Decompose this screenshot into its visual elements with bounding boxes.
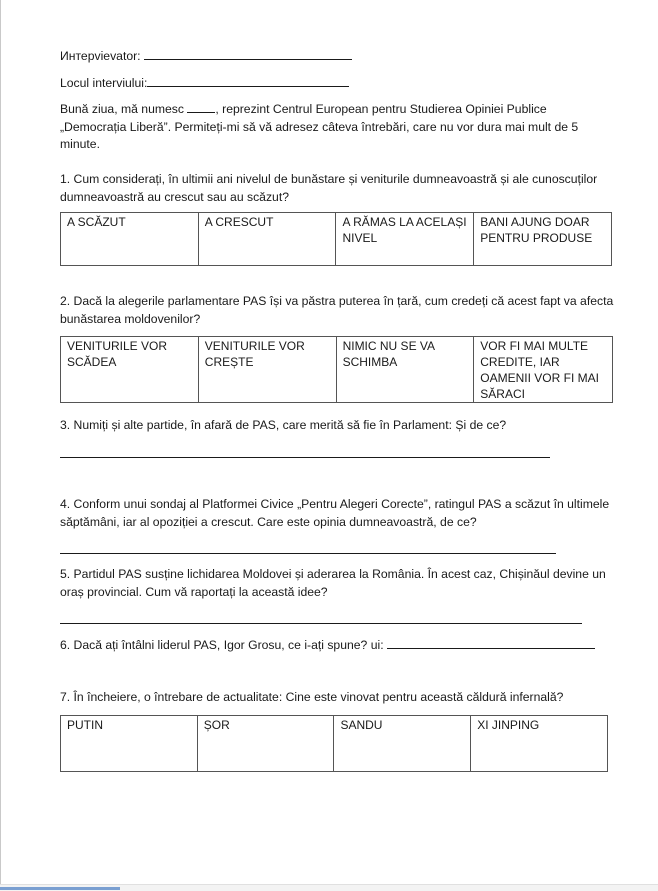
q2-option-2[interactable]: VENITURILE VOR CREȘTE [198,337,336,403]
question-1: 1. Cum considerați, în ultimii ani nivelul de bunăstare și veniturile dumneavoastră și ale cunoscuților dumneavoastră au crescut sau au scăzut? [60,172,598,204]
question-2-options [60,336,613,403]
q2-option-4[interactable]: VOR FI MAI MULTE CREDITE, IAR OAMENII VOR FI MAI SĂRACI [474,337,613,403]
name-blank[interactable] [187,100,215,113]
q7-option-2[interactable]: ȘOR [197,716,334,772]
q1-option-3[interactable]: A RĂMAS LA ACELAȘI NIVEL [336,213,474,266]
q7-option-1[interactable]: PUTIN [61,716,198,772]
question-6 [60,636,595,655]
q7-option-3[interactable]: SANDU [334,716,471,772]
interviewer-field [60,47,352,66]
question-2: 2. Dacă la alegerile parlamentare PAS își va păstra puterea în țară, cum credeți că acest fapt va afecta bunăstarea moldovenilor? [60,294,614,326]
q7-option-4[interactable]: XI JINPING [471,716,608,772]
question-5: 5. Partidul PAS susține lichidarea Moldovei și aderarea la România. În acest caz, Chișinăul devine un oraș provincial. Cum vă raportați la această idee? [60,567,606,599]
q1-option-2[interactable]: A CRESCUT [198,213,336,266]
question-4: 4. Conform unui sondaj al Platformei Civice „Pentru Alegeri Corecte”, ratingul PAS a scăzut în ultimele săptămâni, iar al opoziției a crescut. Care este opinia dumneavoastră, de ce? [60,497,610,529]
interviewer-label: Интерvievator: [60,49,144,63]
interviewer-blank[interactable] [144,47,352,60]
answer-blank-6[interactable] [387,636,595,649]
answer-line-4[interactable] [60,553,556,554]
location-label: Locul interviului: [60,76,148,90]
intro-paragraph [60,100,615,154]
question-7: 7. În încheiere, o întrebare de actualitate: Cine este vinovat pentru această căldură infernală? [60,690,564,704]
question-6-text: 6. Dacă ați întâlni liderul PAS, Igor Grosu, ce i-ați spune? ui: [60,638,387,652]
intro-text-2: , reprezint Centrul European pentru Studierea Opiniei Publice „Democrația Liberă”. Permiteți-mi să vă adresez câteva întrebări, care nu vor dura mai mult de 5 minute. [60,102,579,152]
q2-option-1[interactable]: VENITURILE VOR SCĂDEA [61,337,199,403]
answer-line-5[interactable] [60,623,582,624]
location-blank[interactable] [147,74,349,87]
question-7-options [60,715,608,772]
question-1-options [60,212,612,266]
page-edge [0,0,1,890]
intro-text-1: Bună ziua, mă numesc [60,102,188,116]
q1-option-4[interactable]: BANI AJUNG DOAR PENTRU PRODUSE [474,213,612,266]
question-3: 3. Numiți și alte partide, în afară de PAS, care merită să fie în Parlament: Și de ce? [60,418,507,432]
answer-line-3[interactable] [60,457,550,458]
location-field [60,74,349,93]
q1-option-1[interactable]: A SCĂZUT [61,213,199,266]
q2-option-3[interactable]: NIMIC NU SE VA SCHIMBA [336,337,474,403]
